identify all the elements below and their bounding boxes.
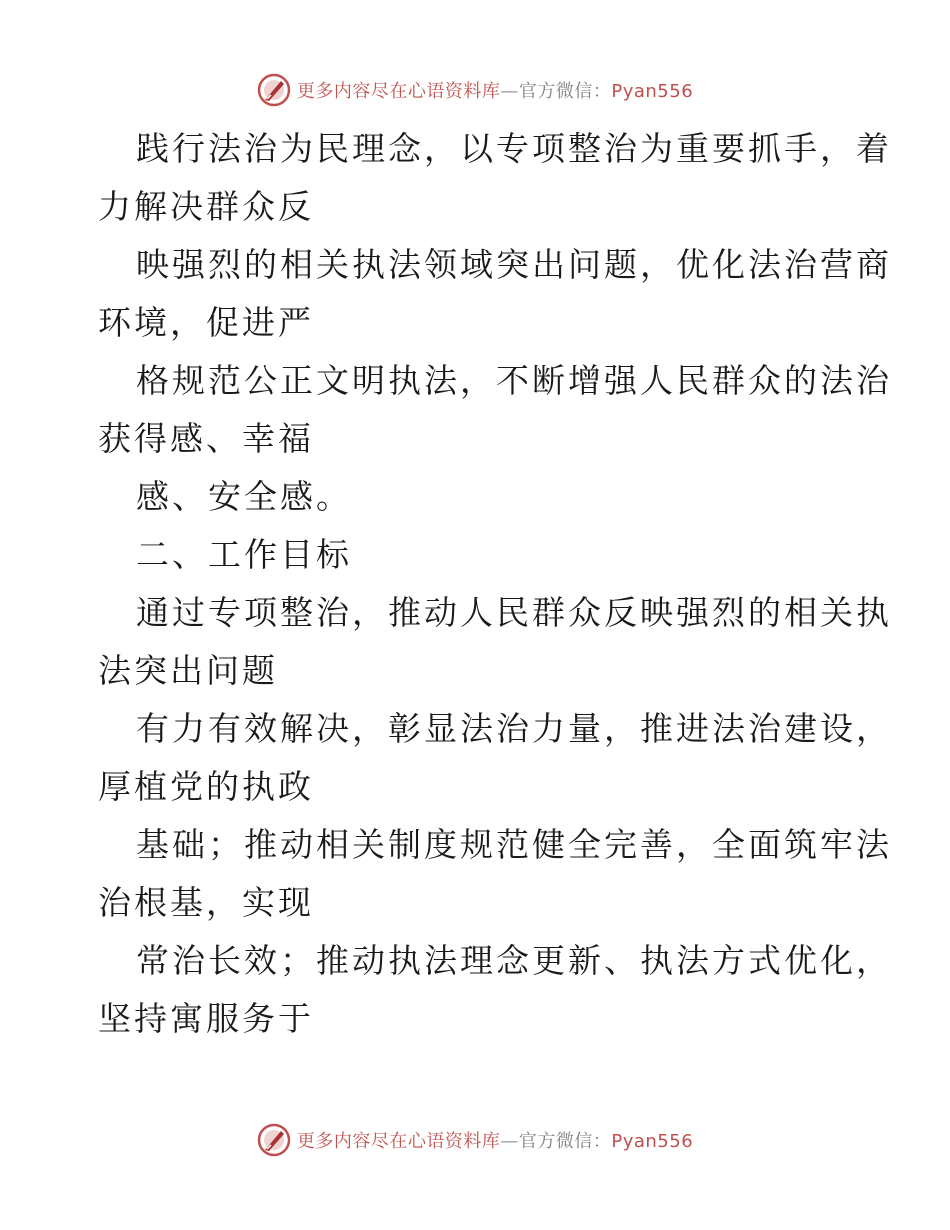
banner-separator: — (500, 1131, 519, 1152)
paragraph-line: 环境，促进严 (98, 303, 314, 342)
banner-wechat-label: 官方微信： (518, 1131, 612, 1152)
banner-main-text: 更多内容尽在心语资料库 (296, 81, 501, 102)
paragraph-line: 坚持寓服务于 (98, 999, 314, 1038)
banner-content (257, 73, 693, 107)
footer-watermark-banner (0, 1120, 950, 1160)
banner-separator: — (500, 81, 519, 102)
quill-pen-logo-icon (257, 73, 291, 107)
paragraph-line: 力解决群众反 (98, 187, 314, 226)
document-body (98, 120, 892, 1048)
banner-wechat-label: 官方微信： (518, 81, 612, 102)
paragraph-line: 格规范公正文明执法，不断增强人民群众的法治 (136, 361, 892, 400)
paragraph-line: 有力有效解决，彰显法治力量，推进法治建设， (136, 709, 892, 748)
paragraph-line: 常治长效；推动执法理念更新、执法方式优化， (136, 941, 892, 980)
banner-content (257, 1123, 693, 1157)
paragraph-line: 基础；推动相关制度规范健全完善，全面筑牢法 (136, 825, 892, 864)
quill-pen-logo-icon (257, 1123, 291, 1157)
paragraph-line: 践行法治为民理念，以专项整治为重要抓手，着 (136, 129, 892, 168)
header-watermark-banner (0, 70, 950, 110)
paragraph-line: 映强烈的相关执法领域突出问题，优化法治营商 (136, 245, 892, 284)
banner-wechat-id: Pyan556 (611, 81, 694, 102)
banner-text (297, 77, 693, 103)
banner-main-text: 更多内容尽在心语资料库 (296, 1131, 501, 1152)
paragraph-line: 感、安全感。 (136, 477, 352, 516)
section-heading: 二、工作目标 (136, 535, 352, 574)
banner-wechat-id: Pyan556 (611, 1131, 694, 1152)
banner-text (297, 1127, 693, 1153)
paragraph-line: 治根基，实现 (98, 883, 314, 922)
paragraph-line: 获得感、幸福 (98, 419, 314, 458)
paragraph-line: 通过专项整治，推动人民群众反映强烈的相关执 (136, 593, 892, 632)
paragraph-line: 法突出问题 (98, 651, 278, 690)
paragraph-line: 厚植党的执政 (98, 767, 314, 806)
